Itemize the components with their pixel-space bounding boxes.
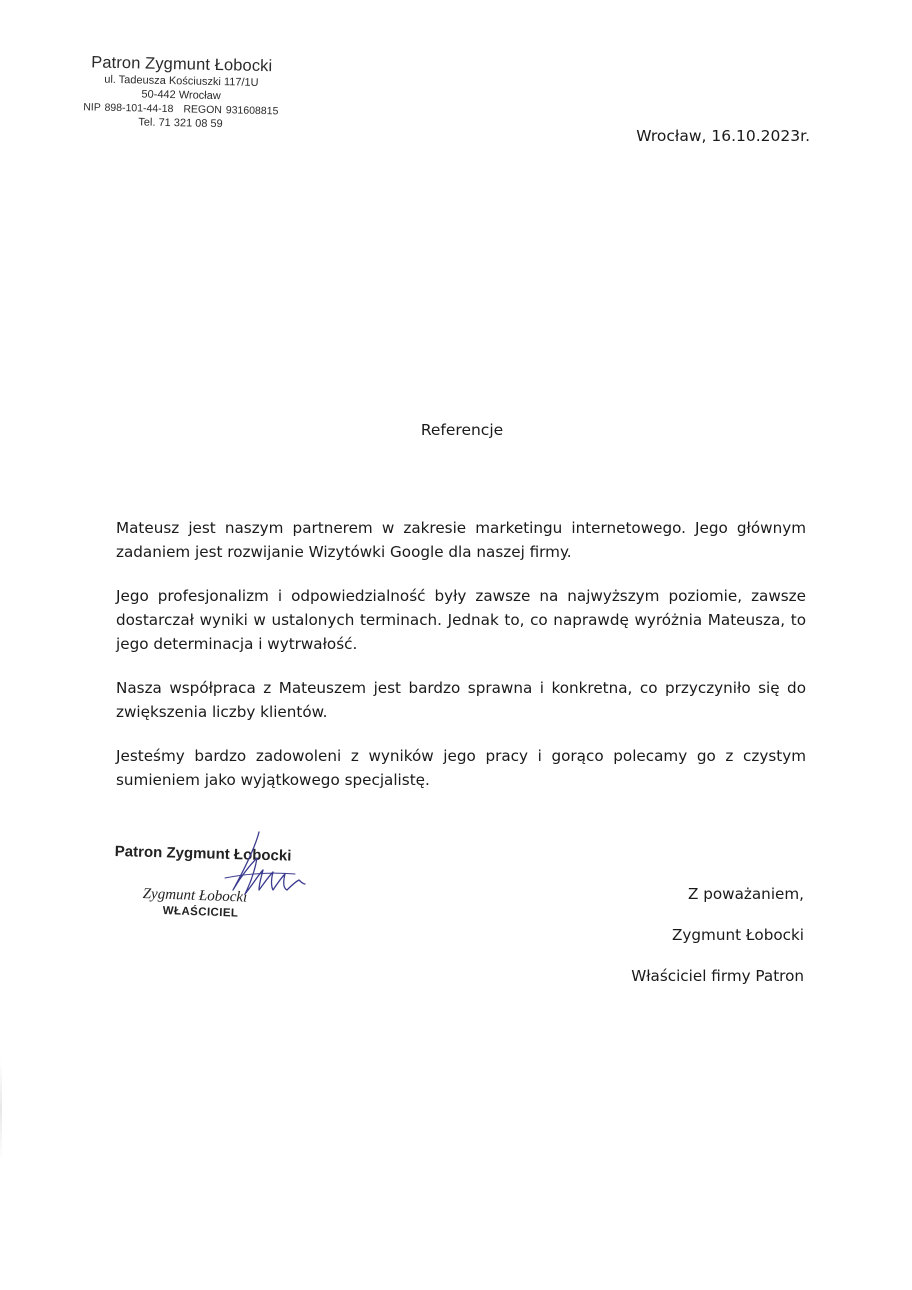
- letterhead-regon: REGON 931608815: [183, 103, 279, 118]
- body-paragraph: Jesteśmy bardzo zadowoleni z wyników jego pracy i gorąco polecamy go z czystym sumieniem jako wyjątkowego specjalistę.: [116, 747, 806, 789]
- letterhead-company-name: Patron Zygmunt Łobocki: [91, 53, 273, 76]
- signature-stamp-person: Zygmunt Łobocki: [142, 886, 248, 906]
- body-paragraph: Mateusz jest naszym partnerem w zakresie marketingu internetowego. Jego głównym zadaniem jest rozwijanie Wizytówki Google dla naszej firmy.: [116, 519, 806, 561]
- handwritten-signature: [215, 828, 315, 908]
- letter-body: [116, 516, 806, 812]
- closing-name: Zygmunt Łobocki: [672, 926, 804, 944]
- signature-stamp-company: Patron Zygmunt Łobocki: [114, 843, 292, 865]
- closing-block: [544, 883, 804, 1006]
- closing-title: Właściciel firmy Patron: [631, 967, 804, 985]
- letterhead-street: ul. Tadeusza Kościuszki 117/1U: [104, 73, 259, 89]
- body-paragraph: Nasza współpraca z Mateuszem jest bardzo sprawna i konkretna, co przyczyniło się do zwiększenia liczby klientów.: [116, 679, 806, 721]
- letterhead-nip: NIP 898-101-44-18: [83, 101, 174, 116]
- signature-stamp-role: WŁAŚCICIEL: [162, 905, 239, 920]
- letter-date: Wrocław, 16.10.2023r.: [636, 127, 810, 145]
- closing-greeting: Z poważaniem,: [688, 885, 804, 903]
- letter-title: Referencje: [420, 421, 504, 439]
- company-letterhead-stamp: [70, 52, 292, 133]
- body-paragraph: Jego profesjonalizm i odpowiedzialność były zawsze na najwyższym poziomie, zawsze dostarczał wyniki w ustalonych terminach. Jednak to, co naprawdę wyróżnia Mateusza, to jego determinacja i wytrwałość.: [116, 587, 806, 653]
- letterhead-city: 50-442 Wrocław: [141, 88, 221, 103]
- letterhead-phone: Tel. 71 321 08 59: [138, 116, 223, 131]
- scan-edge-mark: [0, 1060, 2, 1160]
